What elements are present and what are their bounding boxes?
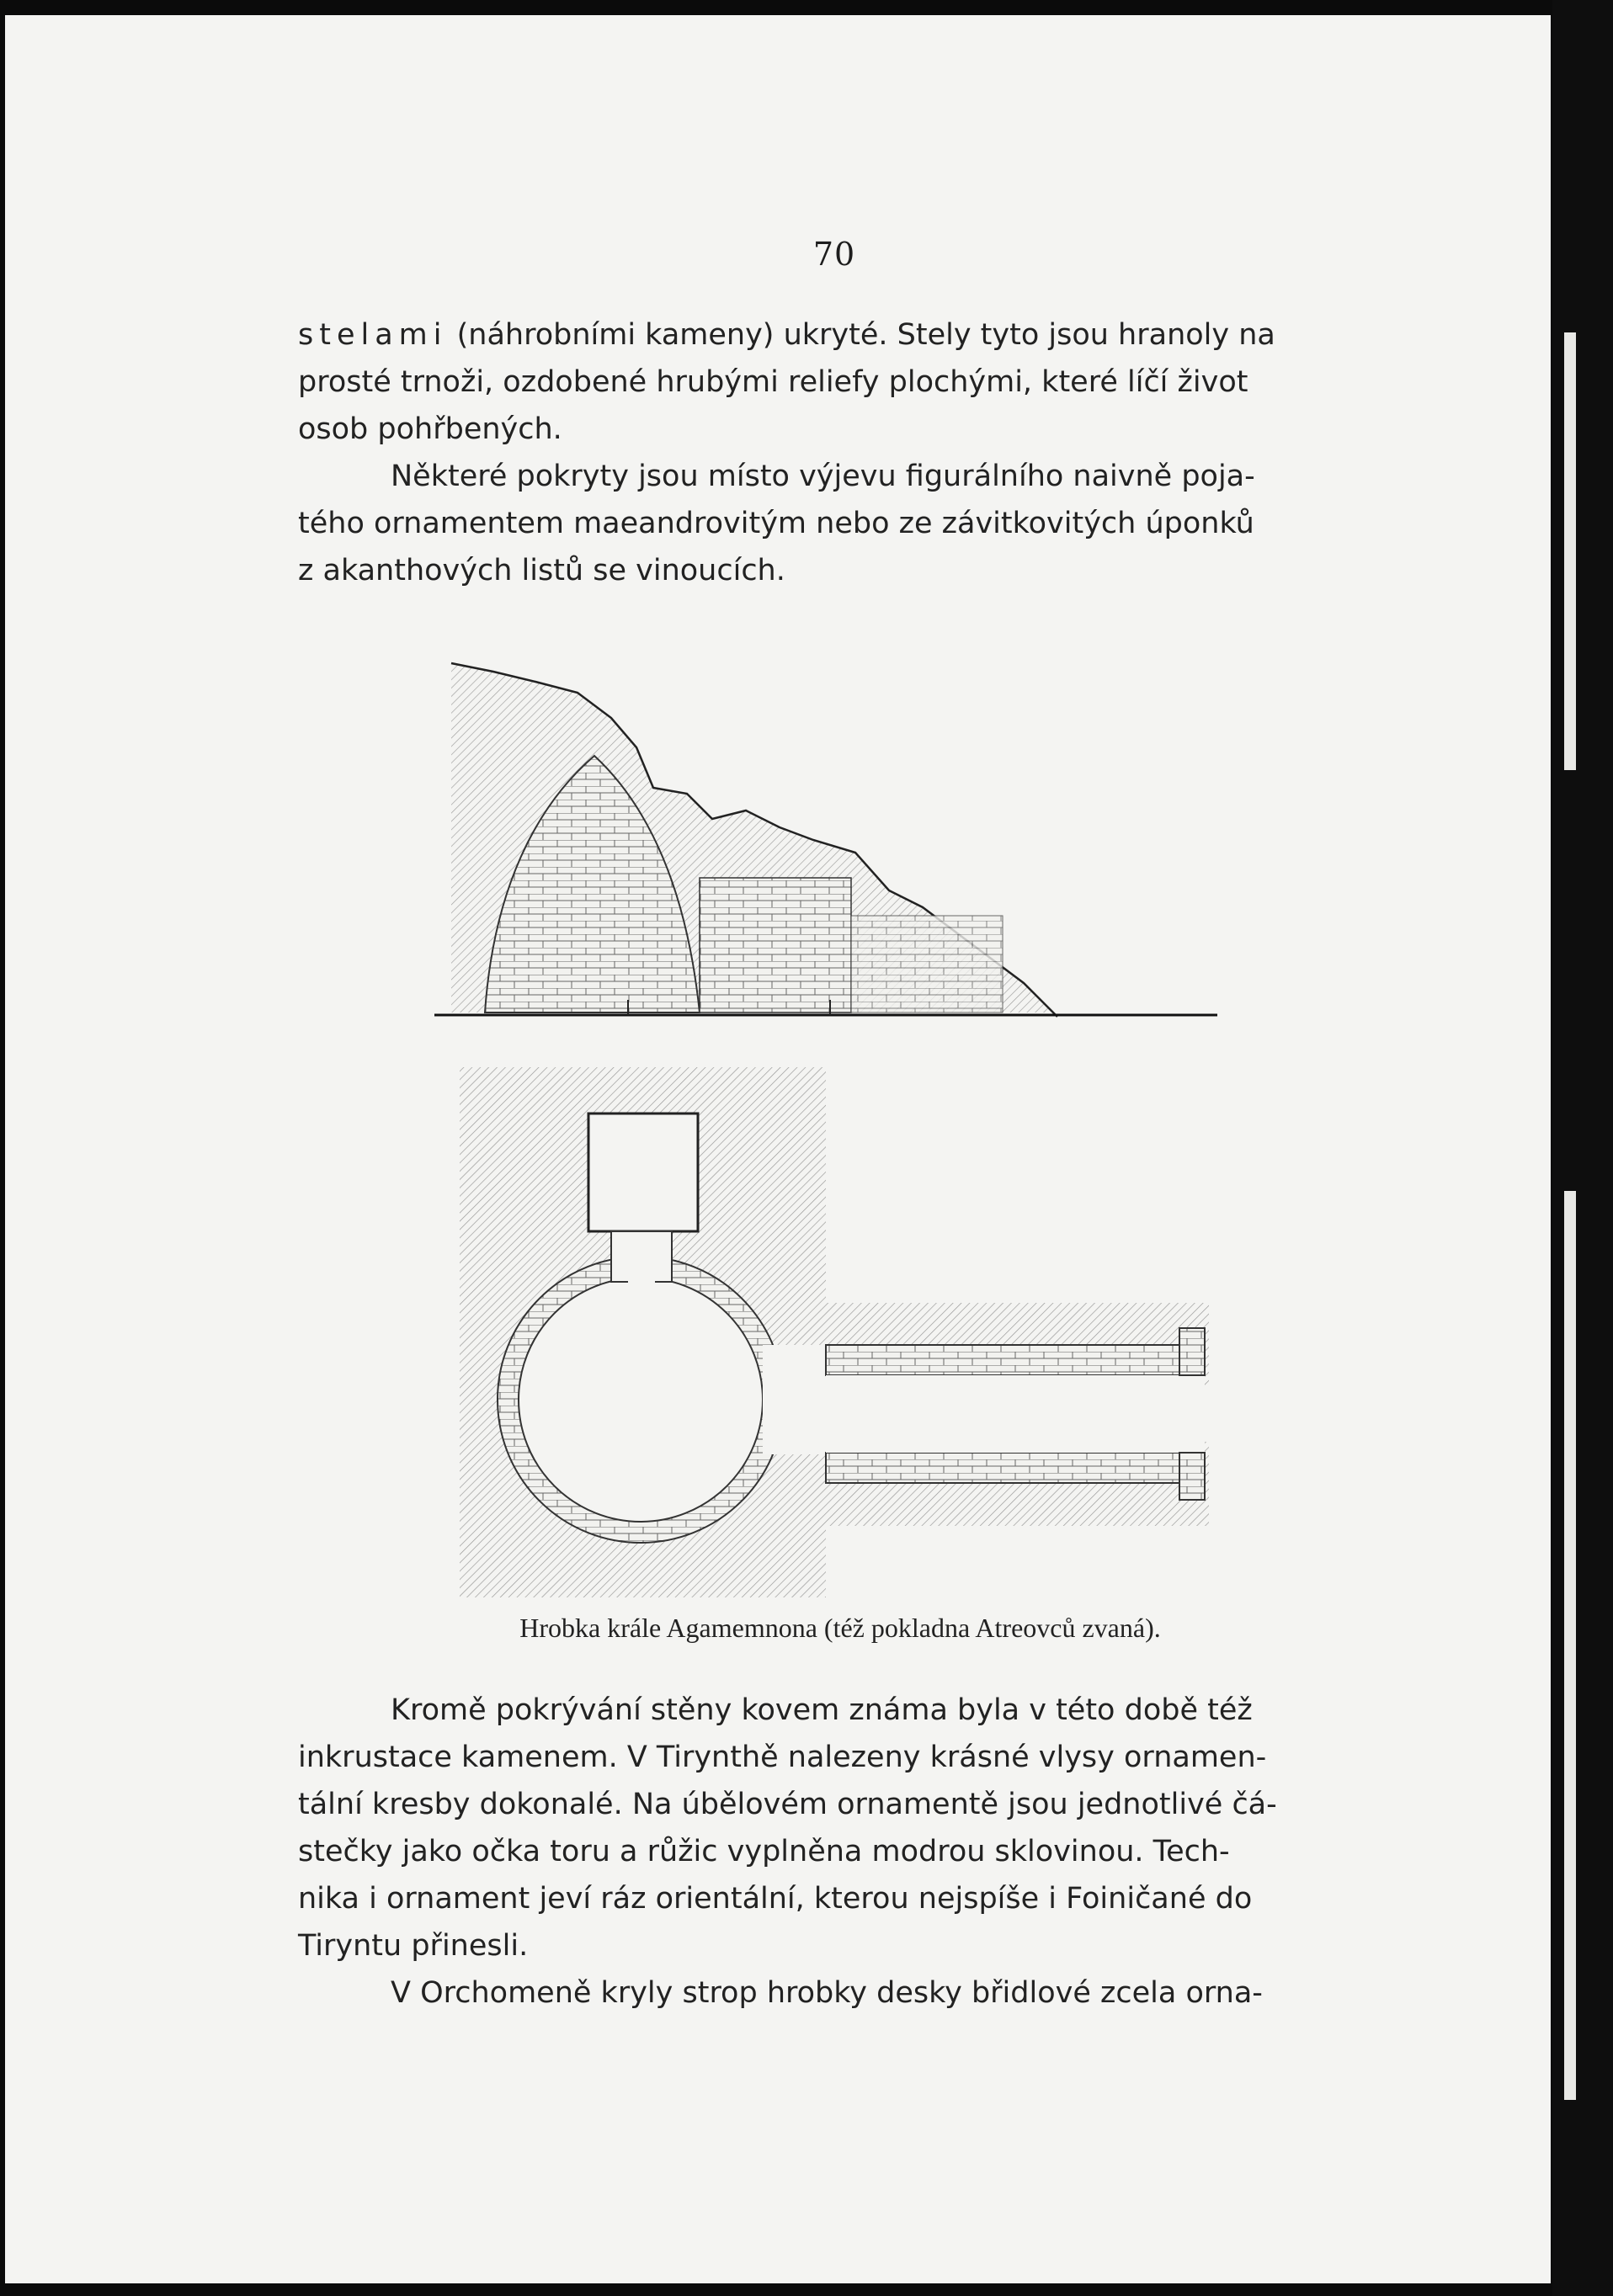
paragraph-stelae — [298, 311, 1365, 453]
text-line: V Orchomeně kryly strop hrobky desky břidlové zcela orna- — [391, 1976, 1263, 2010]
text-line: stečky jako očka toru a růžic vyplněna modrou sklovinou. Tech- — [298, 1835, 1230, 1868]
paragraph-incrustation — [298, 1687, 1365, 1969]
text-line: inkrustace kamenem. V Tirynthě nalezeny krásné vlysy ornamen- — [298, 1741, 1267, 1774]
page-number: 70 — [812, 236, 856, 273]
text-line: Některé pokryty jsou místo výjevu figurálního naivně poja- — [391, 460, 1255, 493]
text-line: Kromě pokrývání stěny kovem známa byla v této době též — [391, 1693, 1253, 1727]
paragraph-orchomenos — [298, 1969, 1365, 2017]
tomb-illustration — [434, 638, 1226, 1606]
emphasized-word: stelami — [298, 318, 448, 352]
text-line: tého ornamentem maeandrovitým nebo ze závitkovitých úponků — [298, 507, 1254, 540]
paragraph-ornament — [298, 453, 1365, 594]
book-page — [5, 15, 1551, 2283]
tomb-ground-plan — [460, 1067, 1209, 1597]
text-line: tální kresby dokonalé. Na úbělovém ornamentě jsou jednotlivé čá- — [298, 1788, 1277, 1821]
text-line: z akanthových listů se vinoucích. — [298, 554, 785, 587]
binding-stripe — [1564, 1191, 1576, 2100]
text-line: Tiryntu přinesli. — [298, 1929, 529, 1963]
book-binding-edge — [1552, 0, 1613, 2296]
text-line: prosté trnoži, ozdobené hrubými reliefy plochými, které líčí život — [298, 365, 1248, 399]
tomb-section-elevation — [434, 663, 1217, 1017]
text-block-top — [298, 311, 1365, 594]
text-line: stelami (náhrobními kameny) ukryté. Stely tyto jsou hranoly na — [298, 318, 1275, 352]
text-line: osob pohřbených. — [298, 412, 562, 446]
binding-stripe — [1564, 332, 1576, 770]
tomb-drawing — [434, 638, 1226, 1606]
text-block-bottom — [298, 1687, 1365, 2017]
text-line: nika i ornament jeví ráz orientální, kterou nejspíše i Foiničané do — [298, 1882, 1253, 1916]
figure-caption: Hrobka krále Agamemnona (též pokladna Atreovců zvaná). — [519, 1613, 1161, 1643]
